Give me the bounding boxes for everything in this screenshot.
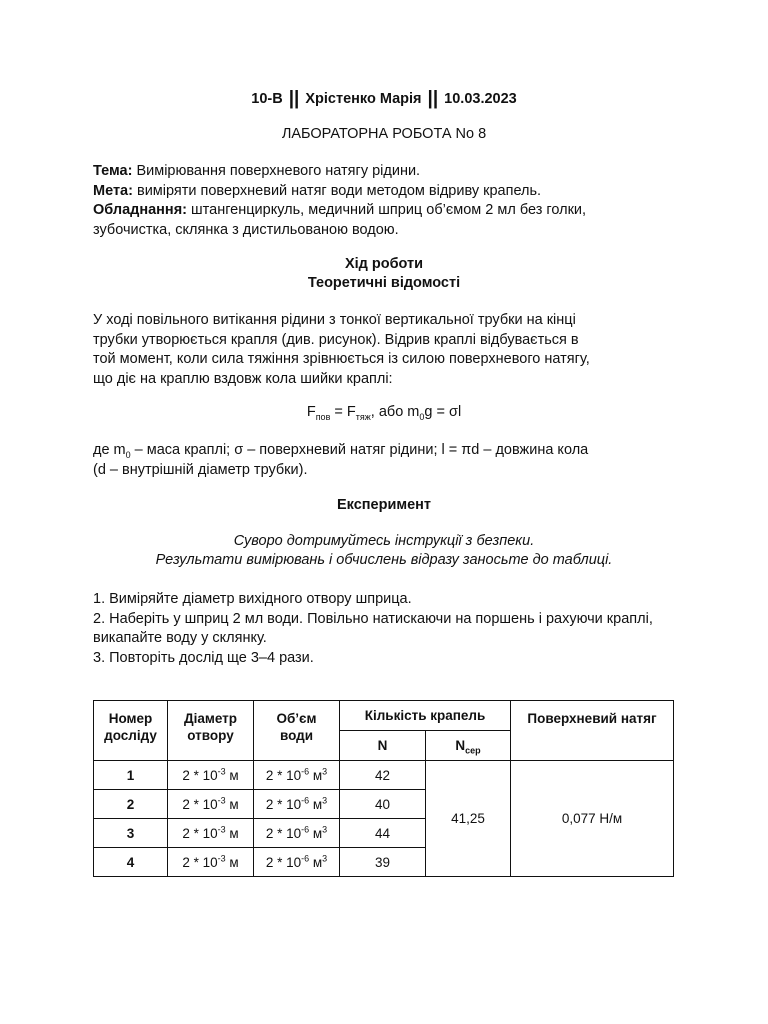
cell-text: 2 * 10 — [265, 854, 302, 870]
definitions-line-2: (d – внутрішній діаметр трубки). — [93, 461, 308, 478]
table-row — [94, 761, 674, 790]
table-header-row — [94, 701, 674, 731]
cell-number: 4 — [94, 848, 168, 877]
steps-list — [93, 590, 653, 668]
cell-volume — [254, 761, 340, 790]
header-surface-tension: Поверхневий натяг — [511, 701, 674, 761]
header-text: Номер — [108, 711, 153, 726]
cell-surface-tension: 0,077 Н/м — [511, 761, 674, 877]
cell-text: м — [225, 767, 239, 783]
cell-sup: 3 — [322, 853, 328, 863]
formula-part: = F — [330, 404, 356, 420]
document-date: 10.03.2023 — [444, 91, 517, 107]
cell-diameter — [168, 819, 254, 848]
cell-n: 40 — [340, 790, 426, 819]
cell-text: 2 * 10 — [265, 796, 302, 812]
header-separator: || — [427, 88, 439, 109]
cell-sup: 3 — [322, 766, 328, 776]
theory-line: той момент, коли сила тяжіння зрівнюється із силою поверхневого натягу, — [93, 351, 590, 367]
safety-line-2: Результати вимірювань і обчислень відразу заносьте до таблиці. — [155, 552, 613, 568]
header-experiment-number — [94, 701, 168, 761]
formula-part: F — [306, 404, 316, 420]
cell-text: м — [309, 767, 323, 783]
cell-text: м — [309, 825, 323, 841]
cell-number: 3 — [94, 819, 168, 848]
header-text: води — [279, 728, 314, 743]
cell-text: м — [225, 796, 239, 812]
header-text: отвору — [187, 728, 234, 743]
equipment-text: штангенциркуль, медичний шприц об’ємом 2 мл без голки, — [191, 202, 587, 218]
goal-text: виміряти поверхневий натяг води методом відриву крапель. — [136, 182, 542, 199]
formula-sub: пов — [315, 411, 331, 422]
cell-text: 2 * 10 — [182, 854, 218, 870]
cell-number: 1 — [94, 761, 168, 790]
cell-text: м — [309, 796, 323, 812]
cell-sup: 3 — [322, 824, 328, 834]
header-text: Об’єм — [276, 711, 317, 726]
header-n: N — [340, 731, 426, 761]
safety-line: Суворо дотримуйтесь інструкції з безпеки. — [233, 533, 535, 549]
cell-text: 2 * 10 — [265, 767, 302, 783]
step-item: 3. Повторіть дослід ще 3–4 рази. — [93, 649, 314, 666]
theme-label: Тема: — [93, 163, 133, 179]
student-name: Хрістенко Марія — [305, 91, 422, 107]
header-text: Діаметр — [183, 711, 238, 726]
cell-sup: -3 — [217, 795, 226, 805]
formula — [0, 404, 768, 420]
cell-volume — [254, 848, 340, 877]
theory-paragraph — [93, 311, 590, 389]
theory-heading: Теоретичні відомості — [307, 275, 461, 291]
formula-part: , або m — [370, 404, 420, 420]
header-sub: сер — [465, 745, 481, 756]
cell-diameter — [168, 790, 254, 819]
cell-number: 2 — [94, 790, 168, 819]
cell-sup: -3 — [217, 853, 226, 863]
cell-text: м — [225, 854, 239, 870]
cell-text: 2 * 10 — [182, 796, 218, 812]
header-volume — [254, 701, 340, 761]
cell-sup: 3 — [322, 795, 328, 805]
formula-sub: тяж — [355, 411, 371, 422]
cell-sup: -6 — [301, 766, 310, 776]
header-diameter — [168, 701, 254, 761]
equipment-line-2: зубочистка, склянка з дистильованою водою. — [93, 221, 399, 238]
results-table — [93, 700, 674, 877]
cell-sup: -6 — [301, 853, 310, 863]
step-item: 2. Наберіть у шприц 2 мл води. Повільно натискаючи на поршень і рахуючи краплі, — [93, 610, 653, 627]
cell-diameter — [168, 848, 254, 877]
step-item-continuation: викапайте воду у склянку. — [93, 630, 267, 646]
header-n-avg — [426, 731, 511, 761]
goal-label: Мета: — [93, 182, 133, 199]
cell-n: 44 — [340, 819, 426, 848]
goal-line — [93, 182, 586, 202]
cell-text: 2 * 10 — [182, 767, 218, 783]
theory-line: У ході повільного витікання рідини з тонкої вертикальної трубки на кінці — [93, 312, 576, 328]
definitions-part: – маса краплі; σ – поверхневий натяг рідини; l = πd – довжина кола — [130, 442, 589, 458]
cell-text: м — [225, 825, 239, 841]
theory-line: трубки утворюється крапля (див. рисунок). Відрив краплі відбувається в — [93, 331, 579, 348]
cell-diameter — [168, 761, 254, 790]
header-text: досліду — [104, 728, 157, 743]
cell-volume — [254, 790, 340, 819]
definitions-line — [93, 441, 588, 461]
cell-sup: -6 — [301, 824, 310, 834]
progress-heading: Хід роботи — [344, 256, 424, 272]
meta-block — [93, 162, 586, 240]
experiment-heading: Експеримент — [336, 497, 432, 513]
equipment-label: Обладнання: — [93, 202, 187, 218]
class-label: 10-В — [251, 91, 283, 107]
definitions-sub: 0 — [125, 449, 131, 460]
definitions-part: де m — [93, 442, 126, 458]
cell-sup: -6 — [301, 795, 310, 805]
document-header — [0, 87, 768, 109]
step-item: 1. Виміряйте діаметр вихідного отвору шприца. — [93, 591, 412, 607]
equipment-line — [93, 201, 586, 221]
cell-n: 42 — [340, 761, 426, 790]
definitions — [93, 441, 588, 480]
theme-text: Вимірювання поверхневого натягу рідини. — [136, 163, 421, 179]
header-separator: || — [288, 88, 300, 109]
cell-sup: -3 — [217, 824, 226, 834]
cell-text: 2 * 10 — [182, 825, 218, 841]
header-drop-count: Кількість крапель — [340, 701, 511, 731]
formula-sub: 0 — [419, 411, 425, 422]
formula-part: g = σl — [424, 404, 462, 420]
cell-text: м — [309, 854, 323, 870]
cell-text: 2 * 10 — [265, 825, 302, 841]
theory-line: що діє на краплю вздовж кола шийки краплі: — [93, 370, 393, 387]
cell-sup: -3 — [217, 766, 226, 776]
cell-n-avg: 41,25 — [426, 761, 511, 877]
cell-volume — [254, 819, 340, 848]
document-title: ЛАБОРАТОРНА РОБОТА No 8 — [281, 126, 487, 142]
theme-line — [93, 162, 586, 182]
header-text: N — [455, 738, 466, 753]
cell-n: 39 — [340, 848, 426, 877]
